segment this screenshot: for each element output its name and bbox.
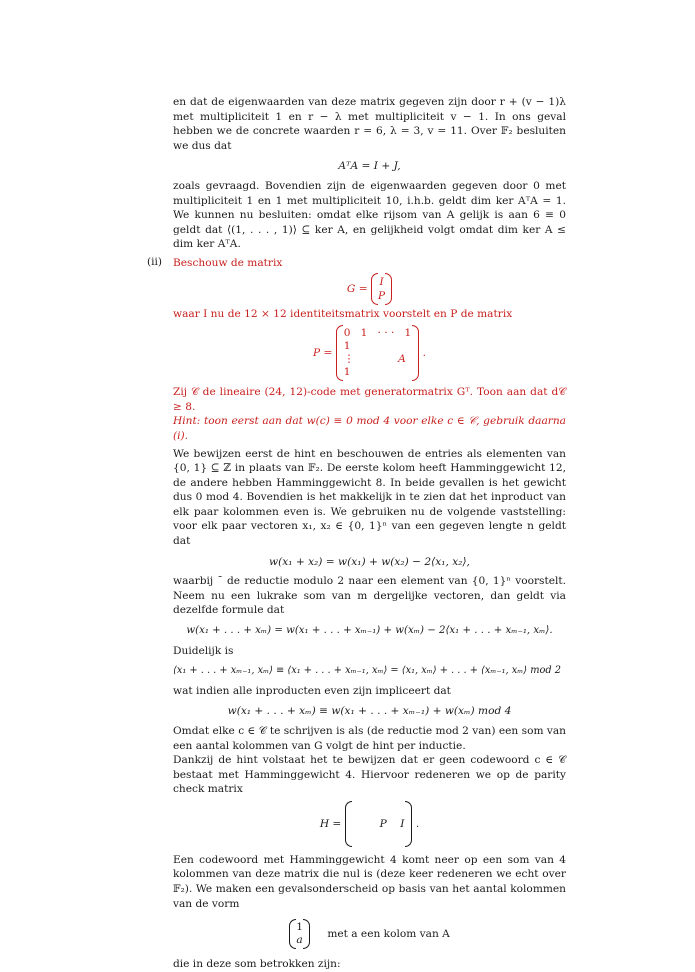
P-row-3: ⋮ A	[343, 353, 406, 366]
equation-weight-two: w(x₁ + x₂) = w(x₁) + w(x₂) − 2⟨x₁, x₂⟩,	[269, 555, 470, 568]
paragraph-induction: Omdat elke c ∈ 𝒞 te schrijven is als (de reductie mod 2 van) een som van een aantal kolommen van G volgt de hint per inductie.	[173, 725, 566, 752]
equation-ata: AᵀA = I + J,	[338, 160, 401, 173]
where-line: waar I nu de 12 × 12 identiteitsmatrix voorstelt en P de matrix	[173, 307, 513, 320]
equation-P	[173, 325, 566, 381]
paragraph-proof-hint: We bewijzen eerst de hint en beschouwen de entries als elementen van {0, 1} ⊆ ℤ in plaats van 𝔽₂. De eerste kolom heeft Hamminggewicht 12, de andere hebben Hamminggewicht 8. In beide gevallen is het gewicht dus 0 mod 4. Bovendien is het makkelijk in te zien dat het inproduct van elk paar kolommen even is. We gebruiken nu de volgende vaststelling: voor elk paar vectoren x₁, x₂ ∈ {0, 1}ⁿ van een gegeven lengte n geldt dat	[173, 447, 566, 548]
paragraph-case-split: Een codewoord met Hamminggewicht 4 komt neer op een som van 4 kolommen van deze matrix die nul is (deze keer redeneren we echt over 𝔽₂). We maken een gevalsonderscheid op basis van het aantal kolommen van de vorm	[173, 853, 566, 910]
column-top: 1	[296, 921, 303, 934]
G-lhs: G =	[346, 282, 368, 295]
equation-weight-m: w(x₁ + . . . + xₘ) = w(x₁ + . . . + xₘ₋₁) + w(xₘ) − 2⟨x₁ + . . . + xₘ₋₁, xₘ⟩.	[186, 625, 553, 637]
paragraph-final: die in deze som betrokken zijn:	[173, 958, 341, 971]
H-matrix: P I	[345, 801, 413, 847]
column-bottom: a	[296, 934, 303, 947]
clearly: Duidelijk is	[173, 644, 234, 657]
equation-H	[173, 801, 566, 847]
G-bottom: P	[377, 289, 386, 302]
P-lhs: P =	[313, 347, 333, 360]
paragraph-parity: Dankzij de hint volstaat het te bewijzen dat er geen codewoord c ∈ 𝒞 bestaat met Hamminggewicht 4. Hiervoor redeneren we op de parity check matrix	[173, 754, 566, 796]
equation-column-form	[173, 919, 566, 949]
P-col-1: 1	[343, 340, 351, 353]
P-block-A: A	[398, 353, 406, 366]
hint: Hint: toon eerst aan dat w(c) ≡ 0 mod 4 voor elke c ∈ 𝒞, gebruik daarna (i).	[173, 415, 566, 442]
P-matrix	[336, 325, 419, 381]
paragraph-eigenvalues: en dat de eigenwaarden van deze matrix gegeven zijn door r + (v − 1)λ met multipliciteit 1 en r − λ met multipliciteit v − 1. In ons geval hebben we de concrete waarden r = 6, λ = 3, v = 11. Over 𝔽₂ besluiten we dus dat	[173, 96, 566, 152]
G-matrix	[371, 273, 392, 305]
paragraph-implies: wat indien alle inproducten even zijn impliceert dat	[173, 684, 451, 697]
equation-inner-products: ⟨x₁ + . . . + xₘ₋₁, xₘ⟩ ≡ ⟨x₁ + . . . + xₘ₋₁, xₘ⟩ = ⟨x₁, xₘ⟩ + . . . + ⟨xₘ₋₁, xₘ⟩ mod 2	[173, 665, 562, 677]
P-col-3: 1	[343, 366, 351, 379]
column-vector	[289, 919, 310, 949]
H-lhs: H =	[319, 817, 342, 830]
exercise-statement: Zij 𝒞 de lineaire (24, 12)-code met generatormatrix Gᵀ. Toon aan dat d𝒞 ≥ 8.	[173, 386, 566, 413]
item-label: (ii)	[147, 255, 163, 268]
equation-mod4: w(x₁ + . . . + xₘ) ≡ w(x₁ + . . . + xₘ₋₁) + w(xₘ) mod 4	[227, 705, 512, 718]
paragraph-kernel: zoals gevraagd. Bovendien zijn de eigenwaarden gegeven door 0 met multipliciteit 1 en 1 met multipliciteit 10, i.h.b. geldt dim ker AᵀA = 1. We kunnen nu besluiten: omdat elke rijsom van A gelijk is aan 6 ≡ 0 geldt dat ⟨(1, . . . , 1)⟩ ⊆ ker A, en gelijkheid volgt omdat dim ker A ≤ dim ker AᵀA.	[173, 179, 566, 251]
P-end: .	[422, 347, 426, 360]
H-end: .	[415, 817, 420, 830]
P-row-1: 0 1 · · · 1	[343, 327, 412, 340]
equation-G	[173, 273, 566, 305]
G-top: I	[379, 275, 384, 288]
column-description: met a een kolom van A	[327, 928, 450, 941]
paragraph-reduction: waarbij ¯ de reductie modulo 2 naar een element van {0, 1}ⁿ voorstelt. Neem nu een lukrake som van m dergelijke vectoren, dan geldt via dezelfde formule dat	[173, 575, 566, 617]
item-intro: Beschouw de matrix	[173, 256, 283, 269]
main-text	[173, 95, 566, 972]
